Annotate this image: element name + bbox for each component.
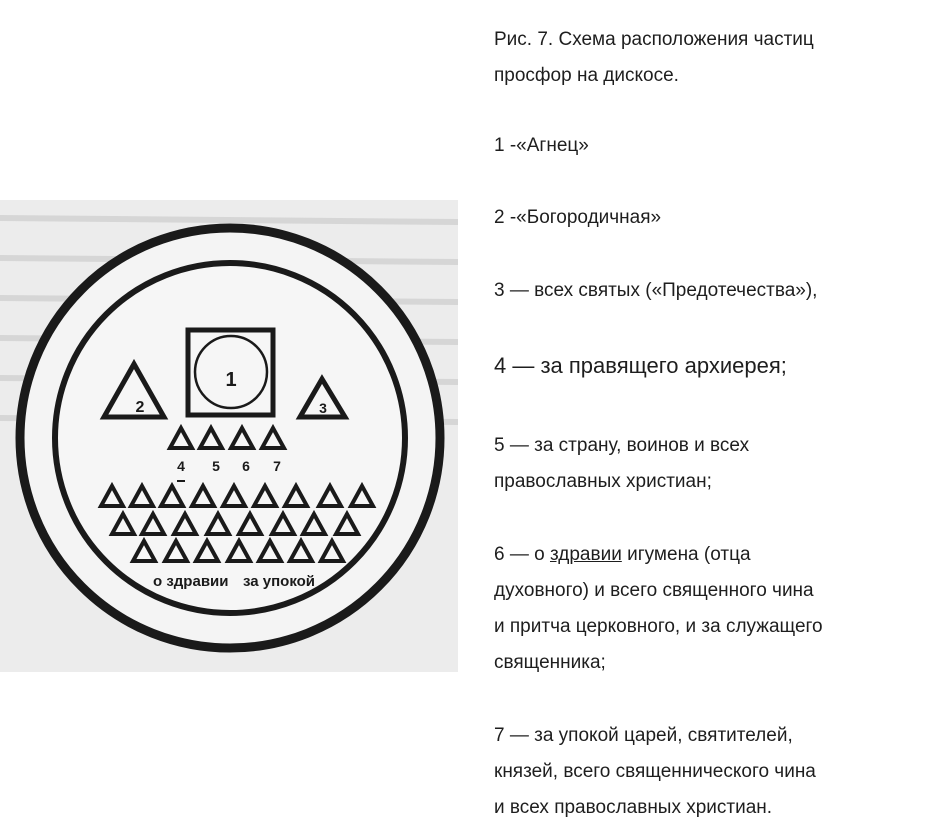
item-5-line-2: православных христиан; xyxy=(494,471,712,492)
item-4: 4 — за правящего архиерея; xyxy=(494,353,787,378)
item-7-line-3: и всех православных христиан. xyxy=(494,797,773,818)
label-4: 4 xyxy=(177,458,185,474)
item-3: 3 — всех святых («Предотечества»), xyxy=(494,280,818,301)
item-6-line-3: и притча церковного, и за служащего xyxy=(494,616,823,637)
label-2: 2 xyxy=(135,399,145,416)
item-6-line-2: духовного) и всего священного чина xyxy=(494,580,814,601)
item-6-line-1 xyxy=(494,537,751,573)
item-7-line-1: 7 — за упокой царей, святителей, xyxy=(494,725,793,746)
item-5-line-1: 5 — за страну, воинов и всех xyxy=(494,435,750,456)
item-6-prefix: 6 — о xyxy=(494,544,550,565)
label-6: 6 xyxy=(242,458,250,474)
health-link[interactable]: здравии xyxy=(549,544,622,565)
item-6-line-4: священника; xyxy=(494,652,606,673)
label-5: 5 xyxy=(212,458,220,474)
label-1: 1 xyxy=(225,369,237,391)
item-6-suffix: игумена (отца xyxy=(621,544,751,565)
caption-repose: за упокой xyxy=(243,573,316,590)
item-1: 1 -«Агнец» xyxy=(494,135,589,156)
label-3: 3 xyxy=(319,400,327,416)
caption-health: о здравии xyxy=(153,573,229,590)
label-7: 7 xyxy=(273,458,281,474)
diskos-scheme-figure xyxy=(0,200,458,672)
figure-caption-line-2: просфор на дискосе. xyxy=(494,65,679,86)
item-7-line-2: князей, всего священнического чина xyxy=(494,761,816,782)
figure-caption-line-1: Рис. 7. Схема расположения частиц xyxy=(494,29,814,50)
item-2: 2 -«Богородичная» xyxy=(494,207,662,228)
diskos-scheme-svg xyxy=(0,200,458,672)
